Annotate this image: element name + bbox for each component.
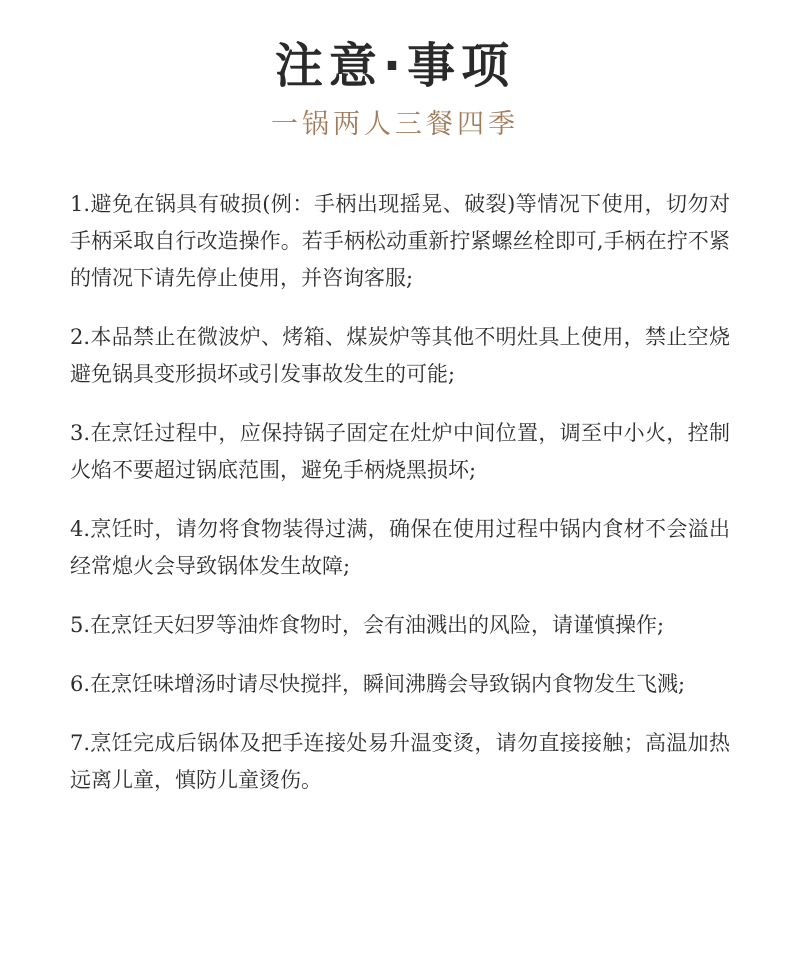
note-item-5: 5.在烹饪天妇罗等油炸食物时，会有油溅出的风险，请谨慎操作; [70, 613, 665, 637]
note-item-3: 3.在烹饪过程中，应保持锅子固定在灶炉中间位置，调至中小火，控制火焰不要超过锅底范围，避免手柄烧黑损坏; [70, 421, 730, 482]
note-item-1: 1.避免在锅具有破损(例：手柄出现摇晃、破裂)等情况下使用，切勿对手柄采取自行改造操作。若手柄松动重新拧紧螺丝栓即可,手柄在拧不紧的情况下请先停止使用，并咨询客服; [70, 192, 730, 290]
note-item-4: 4.烹饪时，请勿将食物装得过满，确保在使用过程中锅内食材不会溢出经常熄火会导致锅体发生故障; [70, 517, 730, 578]
page-title: 注意·事项 [274, 38, 516, 94]
header [0, 36, 790, 142]
note-item-7: 7.烹饪完成后锅体及把手连接处易升温变烫，请勿直接接触；高温加热远离儿童，慎防儿童烫伤。 [70, 731, 730, 792]
note-item-2: 2.本品禁止在微波炉、烤箱、煤炭炉等其他不明灶具上使用，禁止空烧避免锅具变形损坏或引发事故发生的可能; [70, 325, 730, 386]
notes-list [70, 186, 730, 821]
note-item-6: 6.在烹饪味增汤时请尽快搅拌，瞬间沸腾会导致锅内食物发生飞溅; [70, 672, 686, 696]
page-subtitle: 一锅两人三餐四季 [271, 109, 519, 140]
